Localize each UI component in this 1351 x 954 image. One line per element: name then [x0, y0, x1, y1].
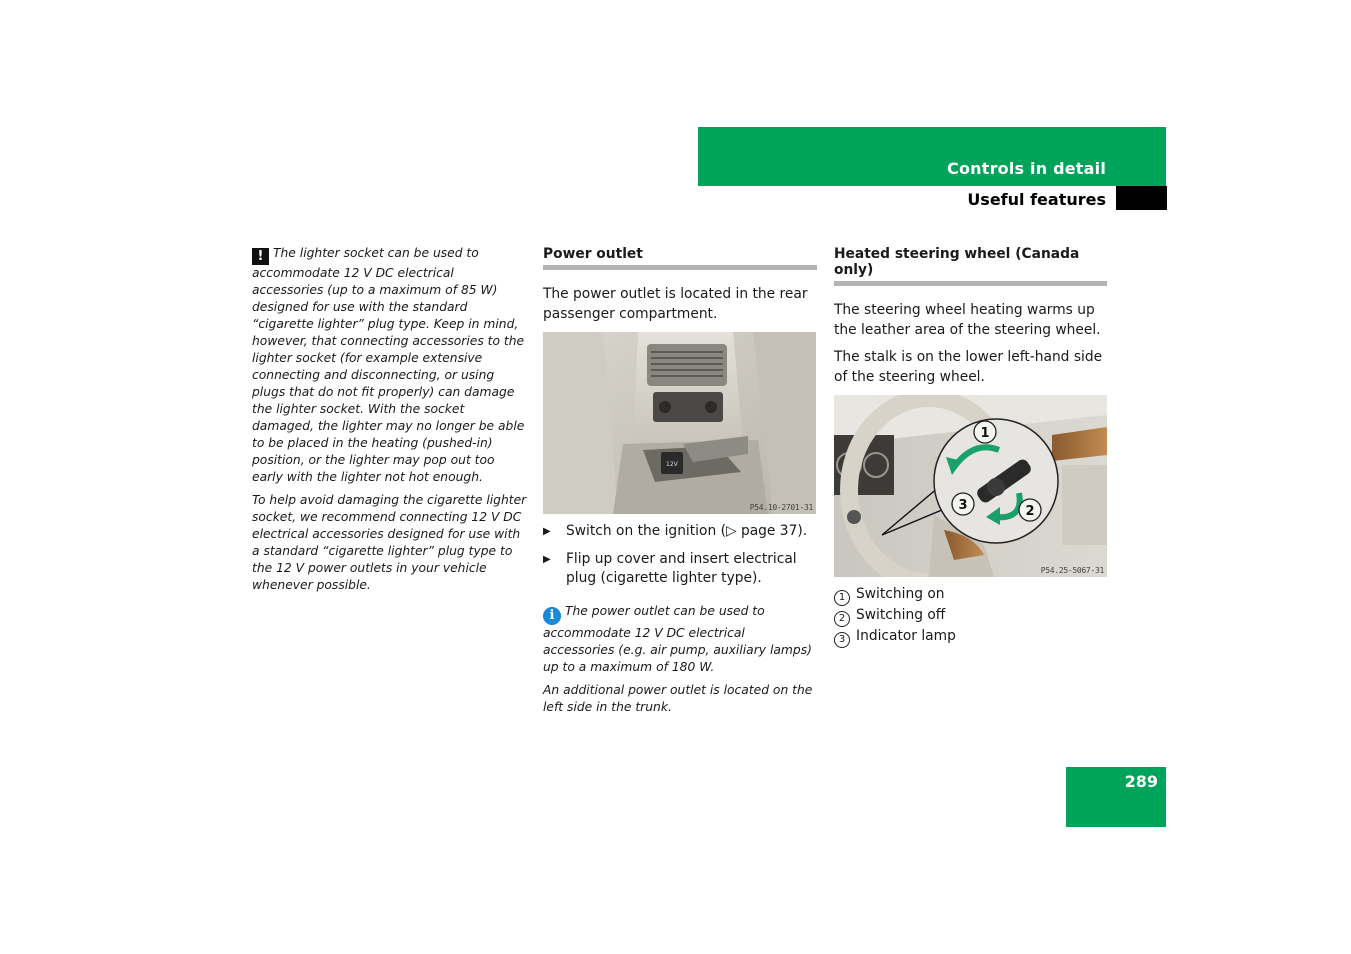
heated-wheel-heading: Heated steering wheel (Canada only) — [834, 246, 1107, 286]
advice-note: To help avoid damaging the cigarette lighter socket, we recommend connecting 12 V DC electrical accessories designed for use with a standard “cigarette lighter” plug type to the 12 V power outlets in your vehicle whenever possible. — [252, 493, 527, 592]
power-outlet-heading: Power outlet — [543, 246, 817, 270]
power-outlet-column — [543, 245, 817, 722]
callout-2: 2 — [1025, 504, 1035, 519]
step-1 — [543, 522, 817, 542]
step-2 — [543, 550, 817, 589]
svg-text:12V: 12V — [666, 461, 678, 468]
callout-3: 3 — [958, 498, 968, 513]
warning-note — [252, 245, 527, 486]
info-note-2: An additional power outlet is located on the left side in the trunk. — [543, 682, 813, 714]
rear-console-illustration — [543, 332, 816, 514]
legend — [834, 585, 1107, 648]
page-number-box — [1066, 767, 1166, 827]
subsection-title: Useful features — [967, 190, 1106, 209]
warning-text: The lighter socket can be used to accommodate 12 V DC electrical accessories (up to a maximum of 85 W) designed for use with the standard “cigarette lighter” plug type. Keep in mind, however, that connecting accessories to the lighter socket (for example extensive connecting and disconnecting, or using plugs that do not fit properly) can damage the lighter socket. With the socket damaged, the lighter may no longer be able to be placed in the heating (pushed-in) position, or the lighter may pop out too early with the lighter not hot enough. — [252, 246, 525, 484]
legend-text: Indicator lamp — [856, 628, 956, 644]
legend-item — [834, 606, 1107, 627]
legend-number: 2 — [834, 611, 850, 627]
legend-text: Switching off — [856, 607, 946, 623]
step-text: Switch on the ignition (▷ page 37). — [566, 523, 808, 539]
thumb-tab — [1116, 186, 1167, 210]
legend-item — [834, 627, 1107, 648]
warning-column — [252, 245, 527, 600]
warning-icon: ! — [252, 248, 269, 265]
section-title: Controls in detail — [947, 159, 1106, 178]
power-outlet-photo — [543, 332, 816, 514]
steering-wheel-illustration — [834, 395, 1107, 577]
bullet-arrow-icon: ▶ — [543, 553, 551, 565]
heated-wheel-p2: The stalk is on the lower left-hand side of the steering wheel. — [834, 349, 1103, 385]
legend-number: 1 — [834, 590, 850, 606]
info-text: The power outlet can be used to accommodate 12 V DC electrical accessories (e.g. air pump, auxiliary lamps) up to a maximum of 180 W. — [543, 603, 812, 674]
legend-number: 3 — [834, 632, 850, 648]
heated-wheel-p1: The steering wheel heating warms up the leather area of the steering wheel. — [834, 302, 1101, 338]
info-note — [543, 603, 817, 676]
info-icon: i — [543, 607, 561, 625]
image-code: P54.25-5067-31 — [1040, 566, 1104, 575]
callout-1: 1 — [980, 426, 990, 441]
page-number: 289 — [1124, 772, 1158, 791]
power-outlet-intro: The power outlet is located in the rear passenger compartment. — [543, 286, 808, 322]
legend-text: Switching on — [856, 586, 945, 602]
legend-item — [834, 585, 1107, 606]
bullet-arrow-icon: ▶ — [543, 526, 551, 537]
steering-wheel-photo — [834, 395, 1107, 577]
step-text: Flip up cover and insert electrical plug (cigarette lighter type). — [566, 550, 797, 586]
image-code: P54.10-2701-31 — [749, 503, 813, 512]
heated-wheel-column — [834, 245, 1107, 648]
